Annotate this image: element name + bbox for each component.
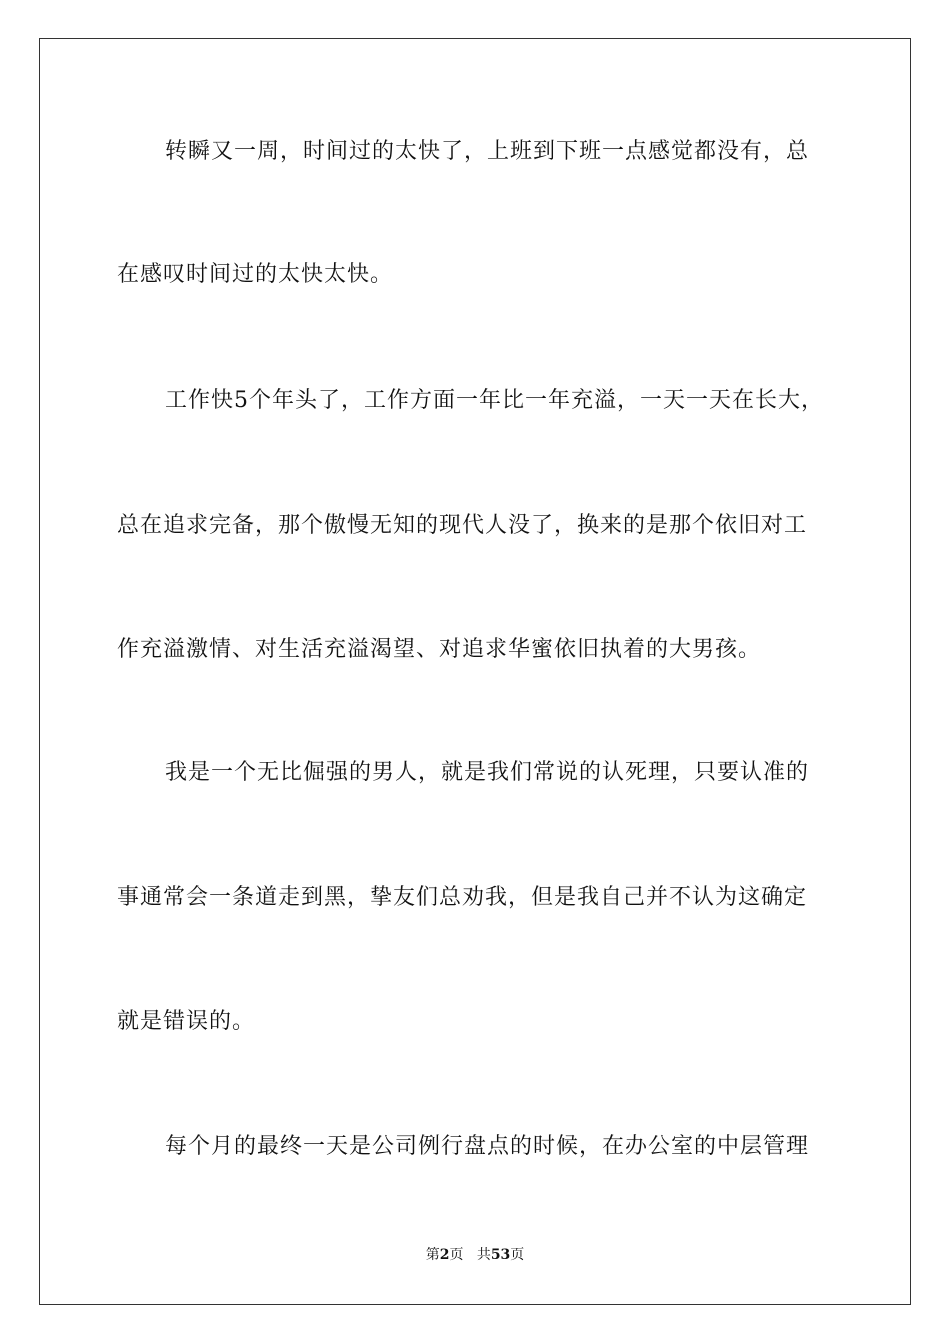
- text-line: 作充溢激情、对生活充溢渴望、对追求华蜜依旧执着的大男孩。: [117, 637, 762, 662]
- page-footer: [0, 1246, 950, 1264]
- text-line: 在感叹时间过的太快太快。: [117, 262, 394, 287]
- text-line: 转瞬又一周，时间过的太快了，上班到下班一点感觉都没有，总: [165, 139, 810, 164]
- footer-total-suffix: 页: [510, 1247, 525, 1263]
- footer-total-prefix: 共: [476, 1247, 491, 1263]
- text-line: 事通常会一条道走到黑，挚友们总劝我，但是我自己并不认为这确定: [117, 885, 808, 910]
- footer-page-suffix: 页: [449, 1247, 464, 1263]
- text-line: 就是错误的。: [117, 1009, 256, 1034]
- text-line: 总在追求完备，那个傲慢无知的现代人没了，换来的是那个依旧对工: [117, 513, 808, 538]
- page-frame: [39, 38, 911, 1305]
- footer-page-number: 2: [439, 1247, 450, 1263]
- footer-total-pages: 53: [490, 1247, 511, 1263]
- footer-prefix: 第: [425, 1247, 440, 1263]
- text-line: 工作快5个年头了，工作方面一年比一年充溢，一天一天在长大，: [165, 388, 824, 413]
- text-line: 每个月的最终一天是公司例行盘点的时候，在办公室的中层管理: [165, 1134, 810, 1159]
- text-line: 我是一个无比倔强的男人，就是我们常说的认死理，只要认准的: [165, 760, 810, 785]
